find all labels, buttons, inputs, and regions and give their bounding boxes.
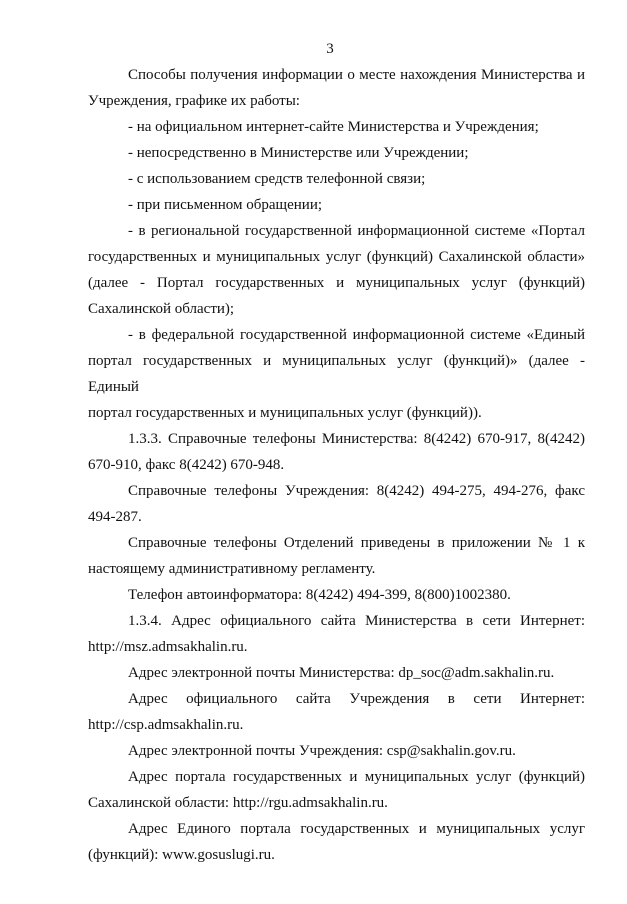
text-line: (функций): www.gosuslugi.ru. [88,847,275,863]
paragraph [88,608,585,660]
text-line: Учреждения, графике их работы: [88,93,300,109]
text-line: Сахалинской области); [88,301,235,317]
page-number: 3 [326,41,334,57]
text-line: Справочные телефоны Учреждения: 8(4242) 494-275, 494-276, факс [128,483,585,499]
text-line: настоящему административному регламенту. [88,561,376,577]
body-text [88,62,585,868]
paragraph [88,530,585,582]
text-line: - непосредственно в Министерстве или Учреждении; [128,145,469,161]
paragraph [88,322,585,426]
paragraph [88,478,585,530]
text-line: 1.3.3. Справочные телефоны Министерства: 8(4242) 670-917, 8(4242) [128,431,585,447]
text-line: государственных и муниципальных услуг (функций) Сахалинской области» [88,249,585,265]
text-line: - с использованием средств телефонной связи; [128,171,426,187]
paragraph [88,816,585,868]
paragraph [88,660,585,686]
text-line: Телефон автоинформатора: 8(4242) 494-399, 8(800)1002380. [128,587,511,603]
text-line: - в региональной государственной информационной системе «Портал [128,223,585,239]
paragraph [88,62,585,114]
text-line: Адрес Единого портала государственных и муниципальных услуг [128,821,585,837]
text-line: Способы получения информации о месте нахождения Министерства и [128,67,585,83]
paragraph [88,114,585,140]
text-line: Справочные телефоны Отделений приведены в приложении № 1 к [128,535,585,551]
text-line: (далее - Портал государственных и муниципальных услуг (функций) [88,275,585,291]
text-line: http://msz.admsakhalin.ru. [88,639,248,655]
text-line: - на официальном интернет-сайте Министерства и Учреждения; [128,119,539,135]
text-line: портал государственных и муниципальных услуг (функций)» (далее - Единый [88,353,585,395]
text-line: - при письменном обращении; [128,197,323,213]
text-line: http://csp.admsakhalin.ru. [88,717,244,733]
paragraph [88,140,585,166]
text-line: Сахалинской области: http://rgu.admsakhalin.ru. [88,795,388,811]
text-line: - в федеральной государственной информационной системе «Единый [128,327,585,343]
text-line: Адрес портала государственных и муниципальных услуг (функций) [128,769,585,785]
text-line: Адрес электронной почты Учреждения: csp@sakhalin.gov.ru. [128,743,516,759]
text-line: 1.3.4. Адрес официального сайта Министерства в сети Интернет: [128,613,585,629]
text-line: Адрес электронной почты Министерства: dp_soc@adm.sakhalin.ru. [128,665,555,681]
text-line: Адрес официального сайта Учреждения в сети Интернет: [128,691,585,707]
text-line: портал государственных и муниципальных услуг (функций)). [88,405,482,421]
paragraph [88,764,585,816]
paragraph [88,192,585,218]
paragraph [88,426,585,478]
paragraph [88,582,585,608]
paragraph [88,686,585,738]
text-line: 670-910, факс 8(4242) 670-948. [88,457,285,473]
paragraph [88,166,585,192]
paragraph [88,218,585,322]
text-line: 494-287. [88,509,142,525]
paragraph [88,738,585,764]
